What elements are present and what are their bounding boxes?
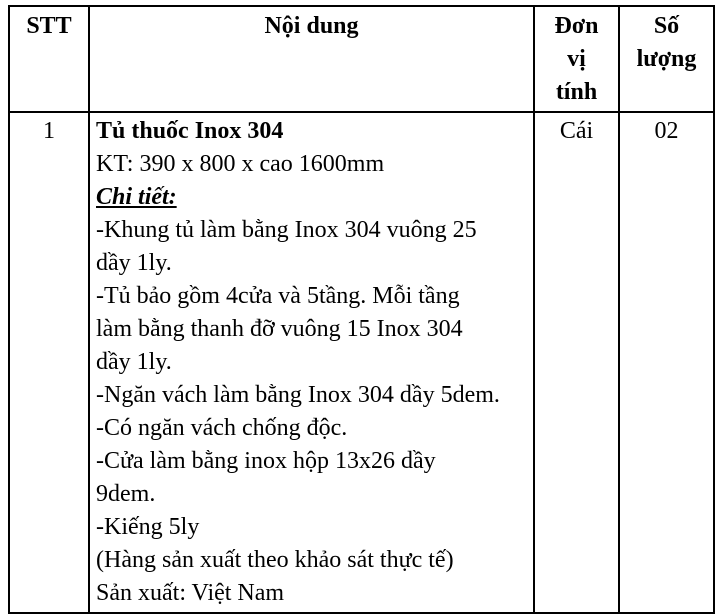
item-title: Tủ thuốc Inox 304 xyxy=(96,118,284,144)
header-cell-so-luong: Số lượng xyxy=(619,6,714,112)
item-detail-line: (Hàng sản xuất theo khảo sát thực tế) xyxy=(96,547,454,573)
header-cell-don-vi-tinh xyxy=(534,6,619,112)
row-content-cell xyxy=(89,112,534,613)
table-header-row xyxy=(9,6,714,112)
item-dimensions: KT: 390 x 800 x cao 1600mm xyxy=(96,151,385,177)
item-detail-line: dầy 1ly. xyxy=(96,250,172,276)
item-detail-line: 9dem. xyxy=(96,481,156,507)
item-detail-line: -Khung tủ làm bằng Inox 304 vuông 25 xyxy=(96,217,477,243)
spec-table xyxy=(8,5,715,614)
item-detail-line: làm bằng thanh đỡ vuông 15 Inox 304 xyxy=(96,316,463,342)
item-detail-line: Sản xuất: Việt Nam xyxy=(96,580,285,606)
header-label-don-vi-tinh: Đơn vị tính xyxy=(554,13,599,105)
row-unit-cell: Cái xyxy=(534,112,619,613)
header-cell-stt: STT xyxy=(9,6,89,112)
header-cell-noi-dung: Nội dung xyxy=(89,6,534,112)
item-detail-line: -Có ngăn vách chống độc. xyxy=(96,415,348,441)
row-quantity-cell: 02 xyxy=(619,112,714,613)
item-detail-line: -Cửa làm bằng inox hộp 13x26 dầy xyxy=(96,448,436,474)
row-index-cell: 1 xyxy=(9,112,89,613)
item-detail-line: dầy 1ly. xyxy=(96,349,172,375)
item-detail-label: Chi tiết: xyxy=(96,184,177,210)
item-detail-line: -Kiếng 5ly xyxy=(96,514,200,540)
item-detail-line: -Tủ bảo gồm 4cửa và 5tầng. Mỗi tầng xyxy=(96,283,460,309)
item-detail-line: -Ngăn vách làm bằng Inox 304 dầy 5dem. xyxy=(96,382,500,408)
table-row xyxy=(9,112,714,613)
